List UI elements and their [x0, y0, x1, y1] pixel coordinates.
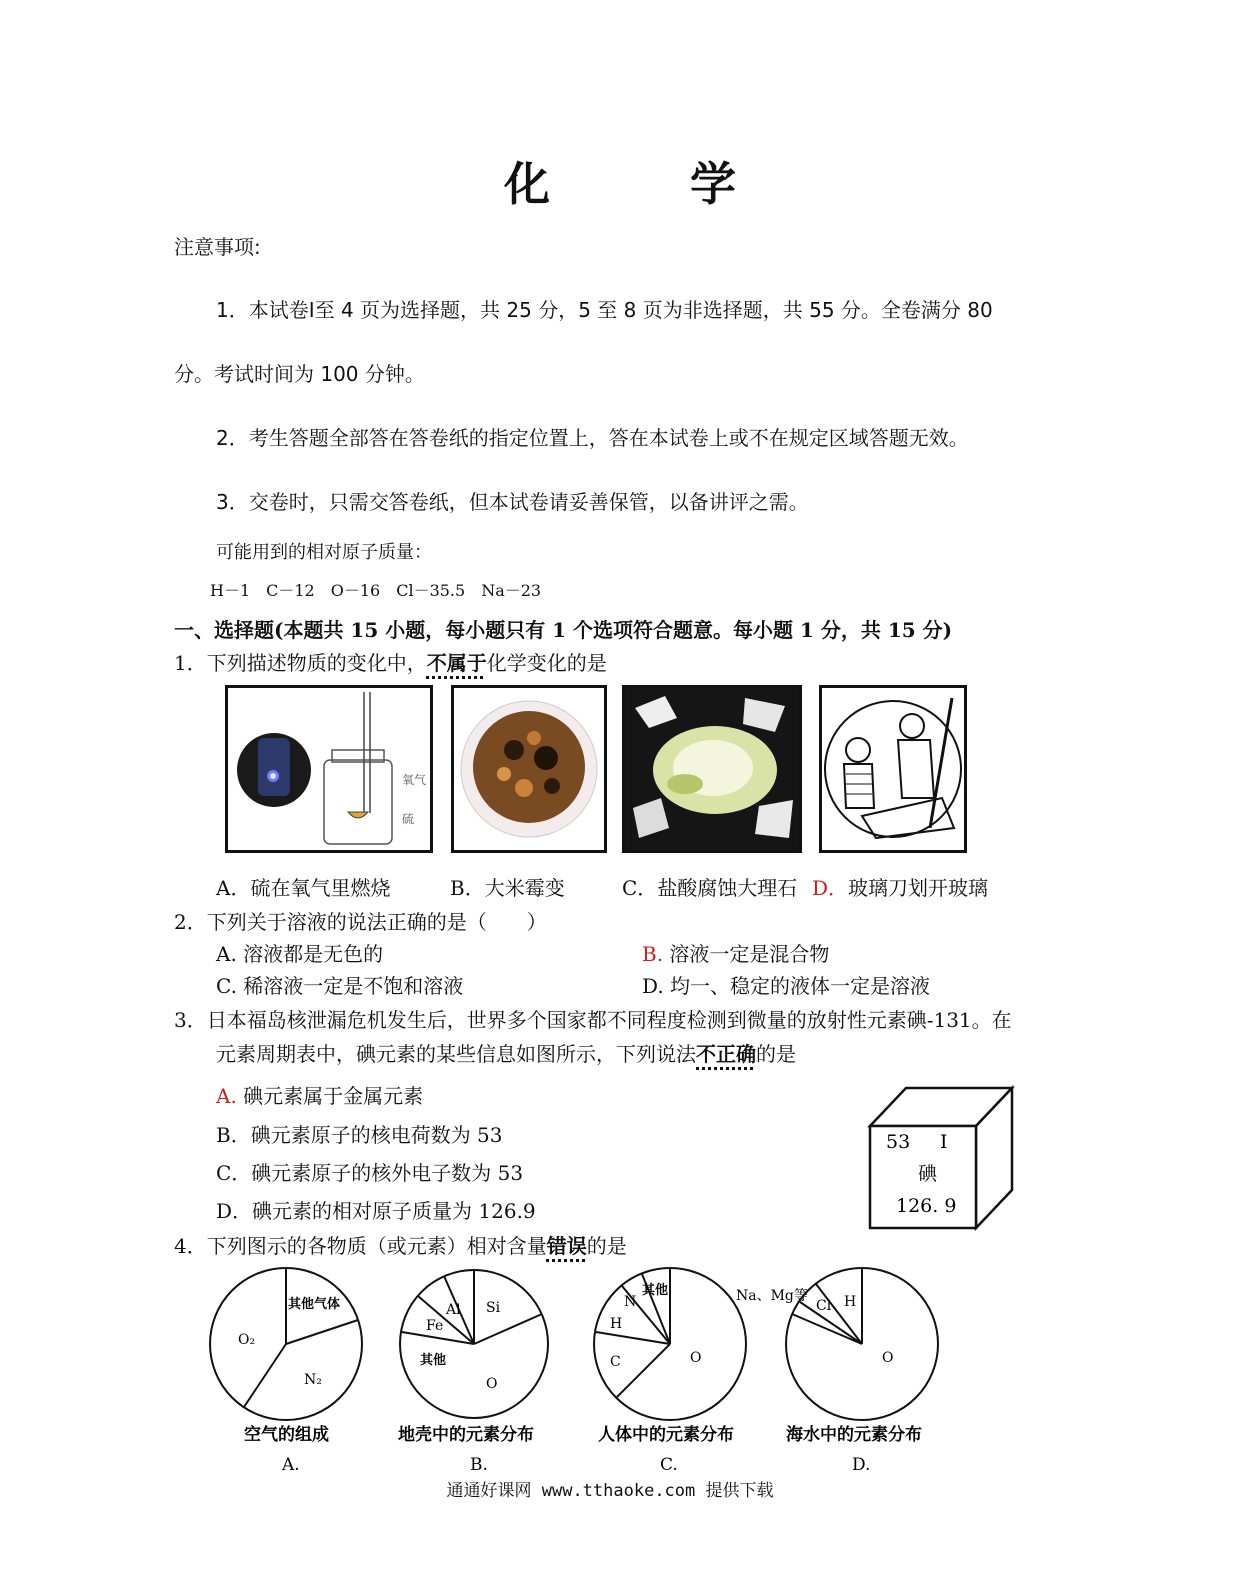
option-text: 硫在氧气里燃烧	[250, 876, 391, 900]
option-text: 碘元素属于金属元素	[236, 1084, 424, 1108]
moldy-rice-illustration	[454, 688, 604, 850]
question-3-prefix: 元素周期表中，碘元素的某些信息如图所示，下列说法	[216, 1042, 696, 1066]
pie-crust	[398, 1270, 548, 1475]
question-3-line-1: 3．日本福岛核泄漏危机发生后，世界多个国家都不同程度检测到微量的放射性元素碘-131。在	[174, 1008, 1012, 1032]
question-3-option-b: B．碘元素原子的核电荷数为 53	[216, 1123, 503, 1147]
pie-label: H	[844, 1294, 857, 1310]
question-1-suffix: 化学变化的是	[486, 651, 607, 675]
element-number: 53	[886, 1131, 911, 1153]
option-letter: B．	[450, 876, 485, 900]
footer-source: 通通好课网 www.tthaoke.com 提供下载	[446, 1481, 774, 1501]
section-heading: 一、选择题(本题共 15 小题，每小题只有 1 个选项符合题意。每小题 1 分，共 15 分)	[174, 618, 953, 642]
pie-human-body	[594, 1268, 746, 1475]
notice-heading: 注意事项:	[174, 235, 261, 259]
option-letter: A．	[216, 876, 251, 900]
element-mass: 126. 9	[896, 1195, 957, 1217]
marble-acid-illustration	[625, 688, 799, 850]
pie-label: Si	[486, 1300, 501, 1316]
pie-label: 其他	[420, 1353, 447, 1368]
pie-label: Fe	[426, 1318, 444, 1334]
pie-letter: A.	[282, 1455, 300, 1475]
question-4-emphasis: 错误	[546, 1234, 587, 1258]
figure-moldy-rice	[451, 685, 607, 853]
pie-caption: 空气的组成	[244, 1425, 329, 1445]
pie-label: H	[610, 1316, 623, 1332]
option-letter-answer: B.	[642, 942, 664, 966]
figure-sulfur-burning	[225, 685, 433, 853]
option-letter: C．	[622, 876, 658, 900]
pie-label: 其他气体	[288, 1297, 341, 1312]
figure-marble-acid	[622, 685, 802, 853]
question-1-emphasis: 不属于	[426, 651, 487, 675]
pie-label: C	[610, 1354, 621, 1370]
question-2-option-b	[642, 938, 829, 967]
masses-heading: 可能用到的相对原子质量：	[216, 542, 432, 563]
notice-item-2: 2．考生答题全部答在答卷纸的指定位置上，答在本试卷上或不在规定区域答题无效。	[216, 426, 969, 450]
question-1-prefix: 1．下列描述物质的变化中，	[174, 651, 427, 675]
figure-glass-cutter	[819, 685, 967, 853]
option-text: 溶液一定是混合物	[663, 942, 830, 966]
question-4-suffix: 的是	[586, 1234, 627, 1258]
question-3-emphasis: 不正确	[696, 1042, 756, 1066]
pie-label: O	[486, 1376, 498, 1392]
element-symbol: I	[940, 1131, 948, 1153]
option-letter-answer: A.	[216, 1084, 237, 1108]
question-4-prefix: 4．下列图示的各物质（或元素）相对含量	[174, 1234, 547, 1258]
pie-label: Al	[446, 1302, 461, 1318]
question-2-option-c: C. 稀溶液一定是不饱和溶液	[216, 974, 464, 998]
notice-item-1-cont: 分。考试时间为 100 分钟。	[174, 362, 425, 386]
notice-item-3: 3．交卷时，只需交答卷纸，但本试卷请妥善保管，以备讲评之需。	[216, 490, 809, 514]
pie-letter: C.	[660, 1455, 678, 1475]
option-letter-answer: D．	[812, 876, 849, 900]
glass-cutter-illustration	[822, 688, 964, 850]
question-2-option-a: A. 溶液都是无色的	[216, 942, 384, 966]
pie-caption: 海水中的元素分布	[786, 1425, 922, 1445]
label-sulfur: 硫	[402, 812, 415, 826]
pie-letter: D.	[852, 1455, 871, 1475]
pie-letter: B.	[470, 1455, 488, 1475]
question-2-option-d: D. 均一、稳定的液体一定是溶液	[642, 974, 931, 998]
question-1-option-a	[216, 872, 390, 901]
element-card-iodine	[866, 1084, 1016, 1232]
question-1-option-c	[622, 872, 797, 901]
pie-air	[210, 1268, 362, 1475]
option-text: 玻璃刀划开玻璃	[848, 876, 989, 900]
question-4-stem	[174, 1230, 627, 1259]
pie-label: Cl	[816, 1298, 832, 1314]
question-1-option-d	[812, 872, 988, 901]
question-1-stem	[174, 647, 607, 676]
pie-label: 其他	[642, 1283, 669, 1298]
option-text: 盐酸腐蚀大理石	[657, 876, 798, 900]
notice-item-1: 1．本试卷Ⅰ至 4 页为选择题，共 25 分，5 至 8 页为非选择题，共 55 分。全卷满分 80	[216, 298, 993, 322]
page-title: 化 学	[503, 157, 798, 211]
question-3-line-2	[216, 1038, 796, 1067]
pie-caption: 人体中的元素分布	[598, 1425, 734, 1445]
sulfur-burning-illustration	[228, 688, 430, 850]
pie-charts-figure	[196, 1262, 956, 1482]
question-3-option-a	[216, 1080, 423, 1109]
pie-label: O	[882, 1350, 894, 1366]
label-oxygen: 氧气	[402, 773, 427, 787]
question-3-option-d: D．碘元素的相对原子质量为 126.9	[216, 1199, 536, 1223]
element-name: 碘	[918, 1163, 938, 1185]
question-3-suffix: 的是	[756, 1042, 796, 1066]
relative-masses: H－1 C－12 O－16 Cl－35.5 Na－23	[210, 581, 542, 600]
pie-caption: 地壳中的元素分布	[398, 1425, 534, 1445]
pie-label: Na、Mg等	[736, 1288, 808, 1304]
pie-label: O₂	[238, 1332, 256, 1348]
pie-label: N	[624, 1294, 637, 1310]
question-2-stem: 2．下列关于溶液的说法正确的是（ ）	[174, 910, 547, 934]
question-1-option-b	[450, 872, 565, 901]
pie-seawater	[736, 1268, 938, 1475]
pie-label: N₂	[304, 1372, 322, 1388]
pie-label: O	[690, 1350, 702, 1366]
option-text: 大米霉变	[484, 876, 565, 900]
question-3-option-c: C．碘元素原子的核外电子数为 53	[216, 1161, 524, 1185]
